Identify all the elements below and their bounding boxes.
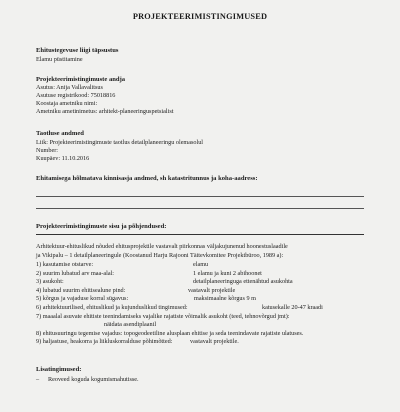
property-fill-line — [36, 196, 364, 197]
issuer-reg-code: Asutuse registrikood: 75018816 — [36, 92, 116, 99]
issuer-agency: Asutus: Anija Vallavalitsus — [36, 84, 103, 91]
work-type-value: Elamu püstitamine — [36, 56, 83, 63]
section-divider — [36, 234, 364, 235]
requirement-value: vastavalt projektile. — [189, 338, 239, 346]
property-fill-line — [36, 208, 364, 209]
intro-line: Arhitektuur-ehituslikud nõuded ehitusprojektile vastavalt piirkonnas väljakujunenud hoonestuslaadile — [36, 243, 288, 250]
requirement-value: maksimaalne kõrgus 9 m — [194, 295, 256, 303]
attachments-list — [36, 376, 139, 383]
document-title: PROJEKTEERIMISTINGIMUSED — [132, 12, 268, 21]
requirement-item — [36, 330, 364, 339]
requirement-value: vastavalt projektile — [188, 286, 236, 294]
requirements-list — [36, 261, 364, 347]
requirement-item — [36, 287, 364, 296]
application-type: Liik: Projekteerimistingimuste taotlus detailplaneeringu olemasolul — [36, 139, 204, 146]
requirement-item — [36, 261, 364, 270]
requirement-label: 4) lubatud suurim ehitisealune pind: — [36, 286, 126, 294]
application-date: Kuupäev: 11.10.2016 — [36, 155, 90, 162]
application-number: Number: — [36, 147, 58, 154]
requirement-value: detailplaneeringuga ettenähtud asukohta — [193, 278, 293, 286]
requirement-item — [36, 270, 364, 279]
requirement-value: näidata asendiplaanil — [104, 321, 157, 329]
requirement-label: 5) kõrgus ja vajaduse korral sügavus: — [36, 295, 129, 303]
requirement-label: 1) kasutamise otstarve: — [36, 261, 94, 268]
attachments-heading: Lisatingimused: — [36, 366, 82, 373]
attachment-item: – Reoveed koguda kogumismahutisse. — [36, 376, 139, 383]
requirement-value: katusekalle 20-47 kraadi — [262, 303, 323, 311]
content-intro — [36, 243, 364, 260]
bullet-dash: – — [36, 376, 40, 383]
requirement-item — [36, 295, 364, 304]
requirement-item — [36, 278, 364, 287]
property-heading: Ehitamisega hõlmatava kinnisasja andmed, sh katastritunnus ja koha-aadress: — [36, 175, 258, 182]
requirement-label: 7) maaalal asuvate ehitiste teenindamiseks vajalike rajatiste võimalik asukoht (teed, tehnovõrgud jmt): — [36, 312, 290, 320]
application-heading: Taotluse andmed — [36, 130, 84, 137]
issuer-heading: Projekteerimistingimuste andja — [36, 76, 126, 83]
issuer-job-title: Ametniku ametinimetus: arhitekt-planeeringuspetsialist — [36, 108, 174, 115]
requirement-value: 1 elamu ja kuni 2 abihoonet — [193, 269, 262, 277]
intro-line: ja Vikipalu – 1 detailplaneeringule (Koostanud Harju Rajooni Täitevkomitee Projektbüroo, 1989 a): — [36, 251, 284, 259]
requirement-item — [36, 304, 364, 313]
requirement-value: topogeodeetiline alusplaan ehitise ja seda teenindavate rajatiste ulatuses. — [123, 329, 304, 337]
content-heading: Projekteerimistingimuste sisu ja põhjendused: — [36, 223, 167, 230]
requirement-item — [36, 338, 364, 347]
requirement-value: elamu — [193, 261, 209, 268]
issuer-author-name: Koostaja ametniku nimi: — [36, 100, 98, 107]
requirement-label: 9) haljastuse, heakorra ja liikluskorralduse põhimõtted: — [36, 338, 173, 346]
requirement-label: 8) ehitusuuringu tegemise vajadus: — [36, 329, 123, 337]
work-type-heading: Ehitustegevuse liigi täpsustus — [36, 47, 119, 54]
requirement-label: 6) arhitektuurilised, ehituslikud ja kujunduslikud tingimused: — [36, 303, 188, 311]
requirement-label: 2) suurim lubatud arv maa-alal: — [36, 269, 115, 277]
requirement-item — [36, 313, 364, 330]
requirement-label: 3) asukoht: — [36, 278, 64, 286]
